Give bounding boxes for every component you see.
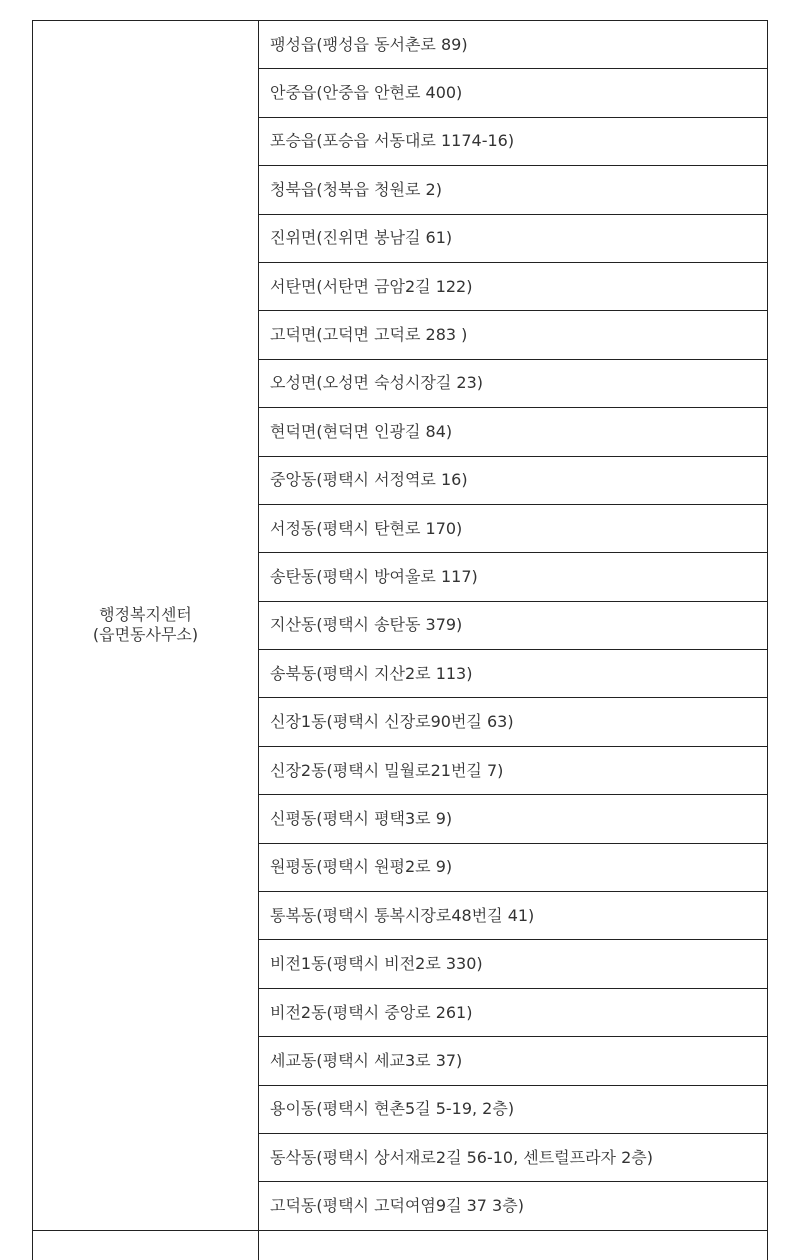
office-entry: 오성면(오성면 숙성시장길 23) xyxy=(259,359,768,407)
category-cell xyxy=(33,21,259,1231)
office-entry: 송탄동(평택시 방여울로 117) xyxy=(259,553,768,601)
table-row xyxy=(33,21,768,69)
category-title: 행정복지센터 xyxy=(33,605,258,625)
office-entry: 용이동(평택시 현촌5길 5-19, 2층) xyxy=(259,1085,768,1133)
office-entry: 통복동(평택시 통복시장로48번길 41) xyxy=(259,892,768,940)
office-entry: 신장2동(평택시 밀월로21번길 7) xyxy=(259,746,768,794)
next-office-cell xyxy=(259,1230,768,1260)
table-row-partial xyxy=(33,1230,768,1260)
office-entry: 진위면(진위면 봉남길 61) xyxy=(259,214,768,262)
office-entry: 송북동(평택시 지산2로 113) xyxy=(259,650,768,698)
office-entry: 비전1동(평택시 비전2로 330) xyxy=(259,940,768,988)
office-entry: 동삭동(평택시 상서재로2길 56-10, 센트럴프라자 2층) xyxy=(259,1133,768,1181)
office-entry: 서정동(평택시 탄현로 170) xyxy=(259,504,768,552)
office-entry: 원평동(평택시 원평2로 9) xyxy=(259,843,768,891)
office-entry: 비전2동(평택시 중앙로 261) xyxy=(259,988,768,1036)
office-entry: 중앙동(평택시 서정역로 16) xyxy=(259,456,768,504)
category-subtitle: (읍면동사무소) xyxy=(33,625,258,645)
office-entry: 신장1동(평택시 신장로90번길 63) xyxy=(259,698,768,746)
office-entry: 팽성읍(팽성읍 동서촌로 89) xyxy=(259,21,768,69)
office-table-body xyxy=(33,21,768,1260)
office-entry: 포승읍(포승읍 서동대로 1174-16) xyxy=(259,117,768,165)
office-table-container xyxy=(32,20,768,1260)
office-entry: 고덕면(고덕면 고덕로 283 ) xyxy=(259,311,768,359)
next-category-cell xyxy=(33,1230,259,1260)
office-entry: 안중읍(안중읍 안현로 400) xyxy=(259,69,768,117)
office-entry: 신평동(평택시 평택3로 9) xyxy=(259,795,768,843)
office-entry: 현덕면(현덕면 인광길 84) xyxy=(259,408,768,456)
office-entry: 세교동(평택시 세교3로 37) xyxy=(259,1037,768,1085)
office-table xyxy=(32,20,768,1260)
office-entry: 고덕동(평택시 고덕여염9길 37 3층) xyxy=(259,1182,768,1230)
office-entry: 서탄면(서탄면 금암2길 122) xyxy=(259,262,768,310)
office-entry: 지산동(평택시 송탄동 379) xyxy=(259,601,768,649)
office-entry: 청북읍(청북읍 청원로 2) xyxy=(259,166,768,214)
